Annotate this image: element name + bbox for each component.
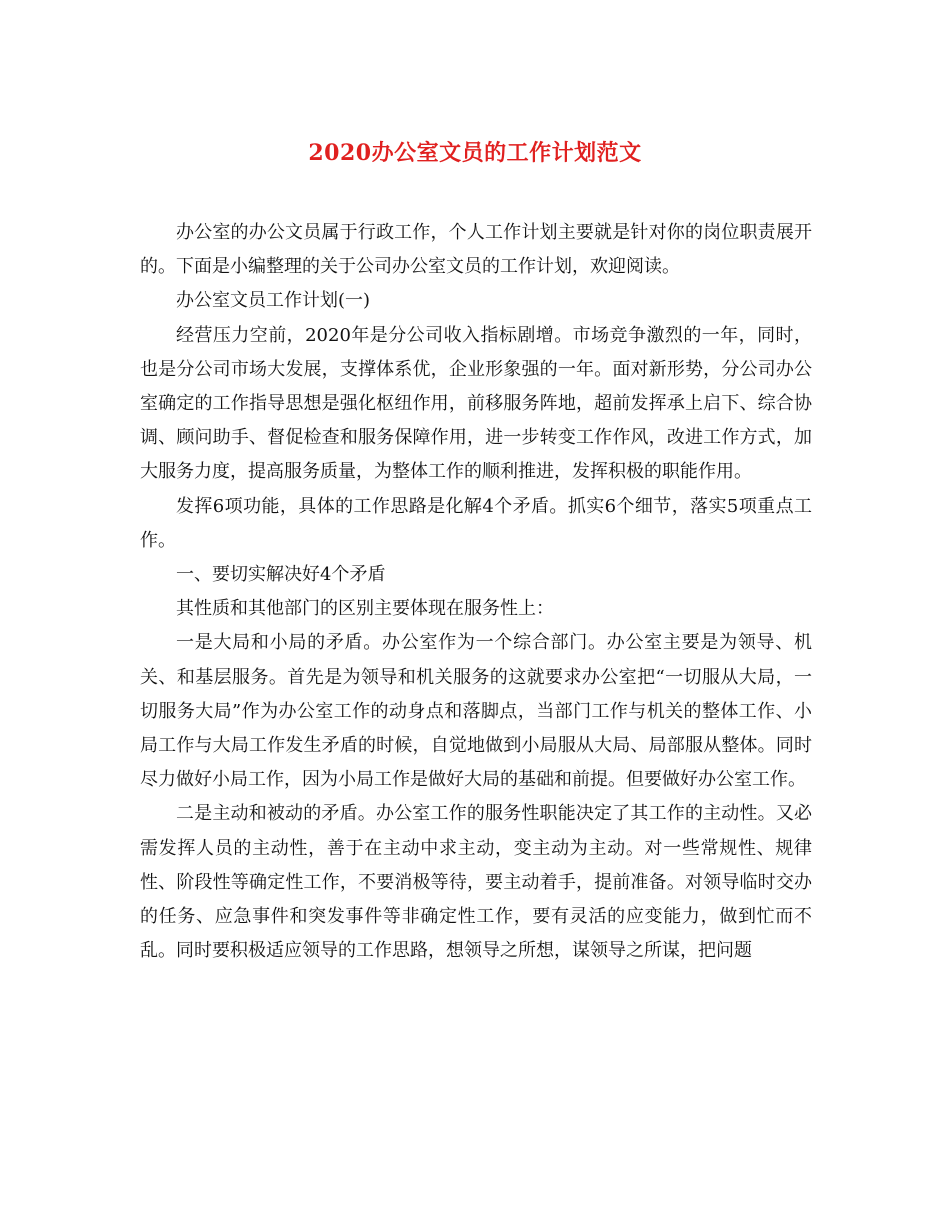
document-body — [140, 216, 812, 968]
paragraph-summary: 发挥6项功能，具体的工作思路是化解4个矛盾。抓实6个细节，落实5项重点工作。 — [140, 495, 812, 551]
paragraph-intro: 办公室的办公文员属于行政工作，个人工作计划主要就是针对你的岗位职责展开的。下面是小编整理的关于公司办公室文员的工作计划，欢迎阅读。 — [140, 222, 812, 278]
paragraph-second-conflict: 二是主动和被动的矛盾。办公室工作的服务性职能决定了其工作的主动性。又必需发挥人员的主动性，善于在主动中求主动，变主动为主动。对一些常规性、规律性、阶段性等确定性工作，不要消极等待，要主动着手，提前准备。对领导临时交办的任务、应急事件和突发事件等非确定性工作，要有灵活的应变能力，做到忙而不乱。同时要积极适应领导的工作思路，想领导之所想，谋领导之所谋，把问题 — [140, 803, 812, 962]
paragraph-subheading: 一、要切实解决好4个矛盾 — [176, 564, 386, 586]
paragraph-section-heading: 办公室文员工作计划(一) — [176, 290, 371, 312]
paragraph-context: 经营压力空前，2020年是分公司收入指标剧增。市场竞争激烈的一年，同时，也是分公司市场大发展，支撑体系优，企业形象强的一年。面对新形势，分公司办公室确定的工作指导思想是强化枢纽作用，前移服务阵地，超前发挥承上启下、综合协调、顾问助手、督促检查和服务保障作用，进一步转变工作作风，改进工作方式，加大服务力度，提高服务质量，为整体工作的顺利推进，发挥积极的职能作用。 — [140, 324, 812, 483]
document-title: 2020办公室文员的工作计划范文 — [308, 140, 642, 166]
paragraph-nature: 其性质和其他部门的区别主要体现在服务性上： — [176, 598, 554, 620]
paragraph-first-conflict: 一是大局和小局的矛盾。办公室作为一个综合部门。办公室主要是为领导、机关、和基层服务。首先是为领导和机关服务的这就要求办公室把“一切服从大局，一切服务大局”作为办公室工作的动身点和落脚点，当部门工作与机关的整体工作、小局工作与大局工作发生矛盾的时候，自觉地做到小局服从大局、局部服从整体。同时尽力做好小局工作，因为小局工作是做好大局的基础和前提。但要做好办公室工作。 — [140, 632, 812, 791]
